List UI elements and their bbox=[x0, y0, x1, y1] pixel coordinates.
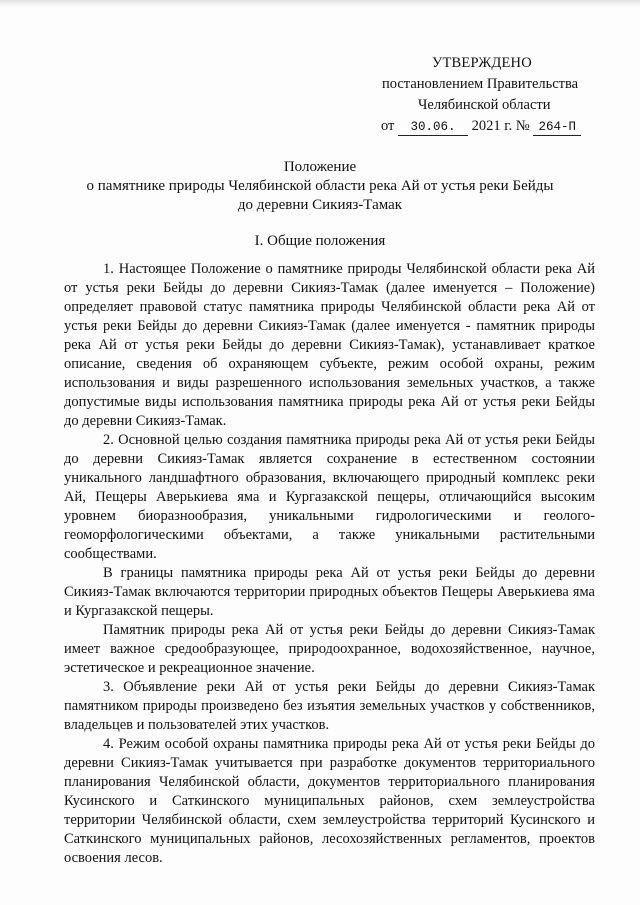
paragraph-5: 3. Объявление реки Ай от устья реки Бейды до деревни Сикияз-Тамак памятником природы произведено без изъятия земельных участков у собственников, владельцев и пользователей этих участков. bbox=[64, 679, 595, 733]
document-body bbox=[64, 260, 595, 868]
approval-date: 30.06. bbox=[398, 119, 468, 136]
paragraph-4: Памятник природы река Ай от устья реки Бейды до деревни Сикияз-Тамак имеет важное средообразующее, природоохранное, водохозяйственное, научное, эстетическое и рекреационное значение. bbox=[64, 622, 595, 676]
approval-title: УТВЕРЖДЕНО bbox=[432, 55, 532, 71]
paragraph-2: 2. Основной целью создания памятника природы река Ай от устья реки Бейды до деревни Сикияз-Тамак является сохранение в естественном состоянии уникального ландшафтного образования, включающего природный комплекс реки Ай, Пещеры Аверькиева яма и Кургазакской пещеры, отличающийся высоким уровнем биоразнообразия, уникальными гидрологическими и геолого-геоморфологическими объектами, а также уникальными растительными сообществами. bbox=[64, 432, 595, 562]
document-title: Положение bbox=[283, 159, 357, 175]
approval-number: 264-П bbox=[533, 119, 581, 136]
approval-date-line bbox=[376, 116, 611, 137]
section-title: I. Общие положения bbox=[254, 233, 386, 249]
approval-line-resolution: постановлением Правительства bbox=[382, 76, 579, 92]
approval-year: 2021 г. № bbox=[471, 118, 530, 134]
document-subtitle-line1: о памятнике природы Челябинской области река Ай от устья реки Бейды bbox=[86, 178, 554, 194]
document-subtitle-line2: до деревни Сикияз-Тамак bbox=[237, 197, 403, 213]
approval-from-label: от bbox=[381, 118, 395, 134]
paragraph-3: В границы памятника природы река Ай от устья реки Бейды до деревни Сикияз-Тамак включаются территории природных объектов Пещеры Аверькиева яма и Кургазакской пещеры. bbox=[64, 565, 595, 619]
scan-top-edge bbox=[0, 0, 640, 7]
paragraph-1: 1. Настоящее Положение о памятнике природы Челябинской области река Ай от устья реки Бейды до деревни Сикияз-Тамак (далее именуется – Положение) определяет правовой статус памятника природы Челябинской области река Ай от устья реки Бейды до деревни Сикияз-Тамак (далее именуется - памятник природы река Ай от устья реки Бейды до деревни Сикияз-Тамак), устанавливает краткое описание, сведения об охраняющем субъекте, режим особой охраны, режим использования и виды разрешенного использования земельных участков, а также допустимые виды использования памятника природы река Ай от устья реки Бейды до деревни Сикияз-Тамак. bbox=[64, 261, 595, 429]
approval-line-region: Челябинской области bbox=[418, 97, 551, 113]
approval-stamp bbox=[376, 53, 611, 137]
paragraph-6: 4. Режим особой охраны памятника природы река Ай от устья реки Бейды до деревни Сикияз-Тамак учитывается при разработке документов территориального планирования Челябинской области, документов территориального планирования Кусинского и Саткинского муниципальных районов, схем землеустройства территории Челябинской области, схем землеустройства территорий Кусинского и Саткинского муниципальных районов, лесохозяйственных регламентов, проектов освоения лесов. bbox=[64, 736, 595, 866]
